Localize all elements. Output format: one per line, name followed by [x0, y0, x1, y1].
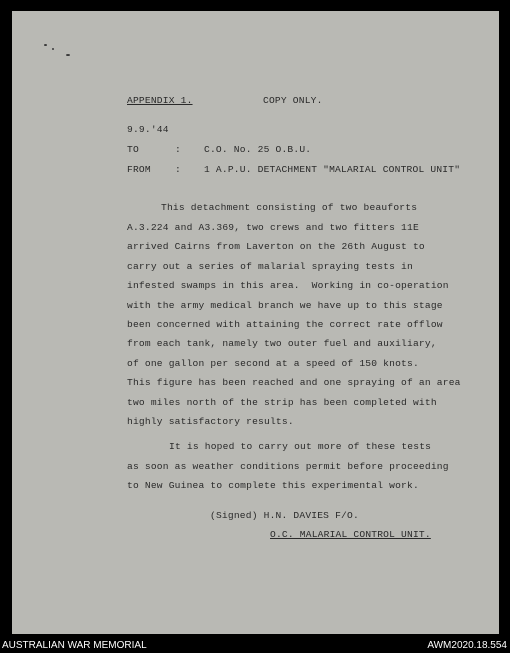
body-line: with the army medical branch we have up to this stage — [127, 300, 443, 311]
body-line: infested swamps in this area. Working in co-operation — [127, 280, 449, 291]
ink-speck — [66, 54, 70, 56]
from-colon: : — [175, 164, 181, 175]
body-line: arrived Cairns from Laverton on the 26th August to — [127, 241, 425, 252]
body-line: two miles north of the strip has been completed with — [127, 397, 437, 408]
document-date: 9.9.'44 — [127, 124, 169, 135]
to-value: C.O. No. 25 O.B.U. — [204, 144, 312, 155]
body-line: A.3.224 and A3.369, two crews and two fitters 11E — [127, 222, 419, 233]
body-line: to New Guinea to complete this experimental work. — [127, 480, 419, 491]
footer-right: AWM2020.18.554 — [427, 640, 507, 651]
unit-line: O.C. MALARIAL CONTROL UNIT. — [270, 529, 431, 540]
body-line: from each tank, namely two outer fuel and auxiliary, — [127, 338, 437, 349]
ink-speck — [44, 44, 47, 46]
body-line: It is hoped to carry out more of these tests — [169, 441, 432, 452]
appendix-heading: APPENDIX 1. — [127, 95, 193, 106]
body-line: of one gallon per second at a speed of 150 knots. — [127, 358, 419, 369]
body-line: This figure has been reached and one spraying of an area — [127, 377, 461, 388]
body-line: highly satisfactory results. — [127, 416, 294, 427]
to-colon: : — [175, 144, 181, 155]
to-label: TO — [127, 144, 139, 155]
document-page — [12, 11, 499, 634]
body-line: been concerned with attaining the correct rate offlow — [127, 319, 443, 330]
footer-left: AUSTRALIAN WAR MEMORIAL — [2, 640, 147, 651]
body-line: as soon as weather conditions permit before proceeding — [127, 461, 449, 472]
copy-note: COPY ONLY. — [263, 95, 323, 106]
signed-line: (Signed) H.N. DAVIES F/O. — [210, 510, 359, 521]
body-line: This detachment consisting of two beauforts — [161, 202, 418, 213]
from-label: FROM — [127, 164, 151, 175]
ink-speck — [52, 48, 54, 50]
from-value: 1 A.P.U. DETACHMENT "MALARIAL CONTROL UNIT" — [204, 164, 461, 175]
body-line: carry out a series of malarial spraying tests in — [127, 261, 413, 272]
